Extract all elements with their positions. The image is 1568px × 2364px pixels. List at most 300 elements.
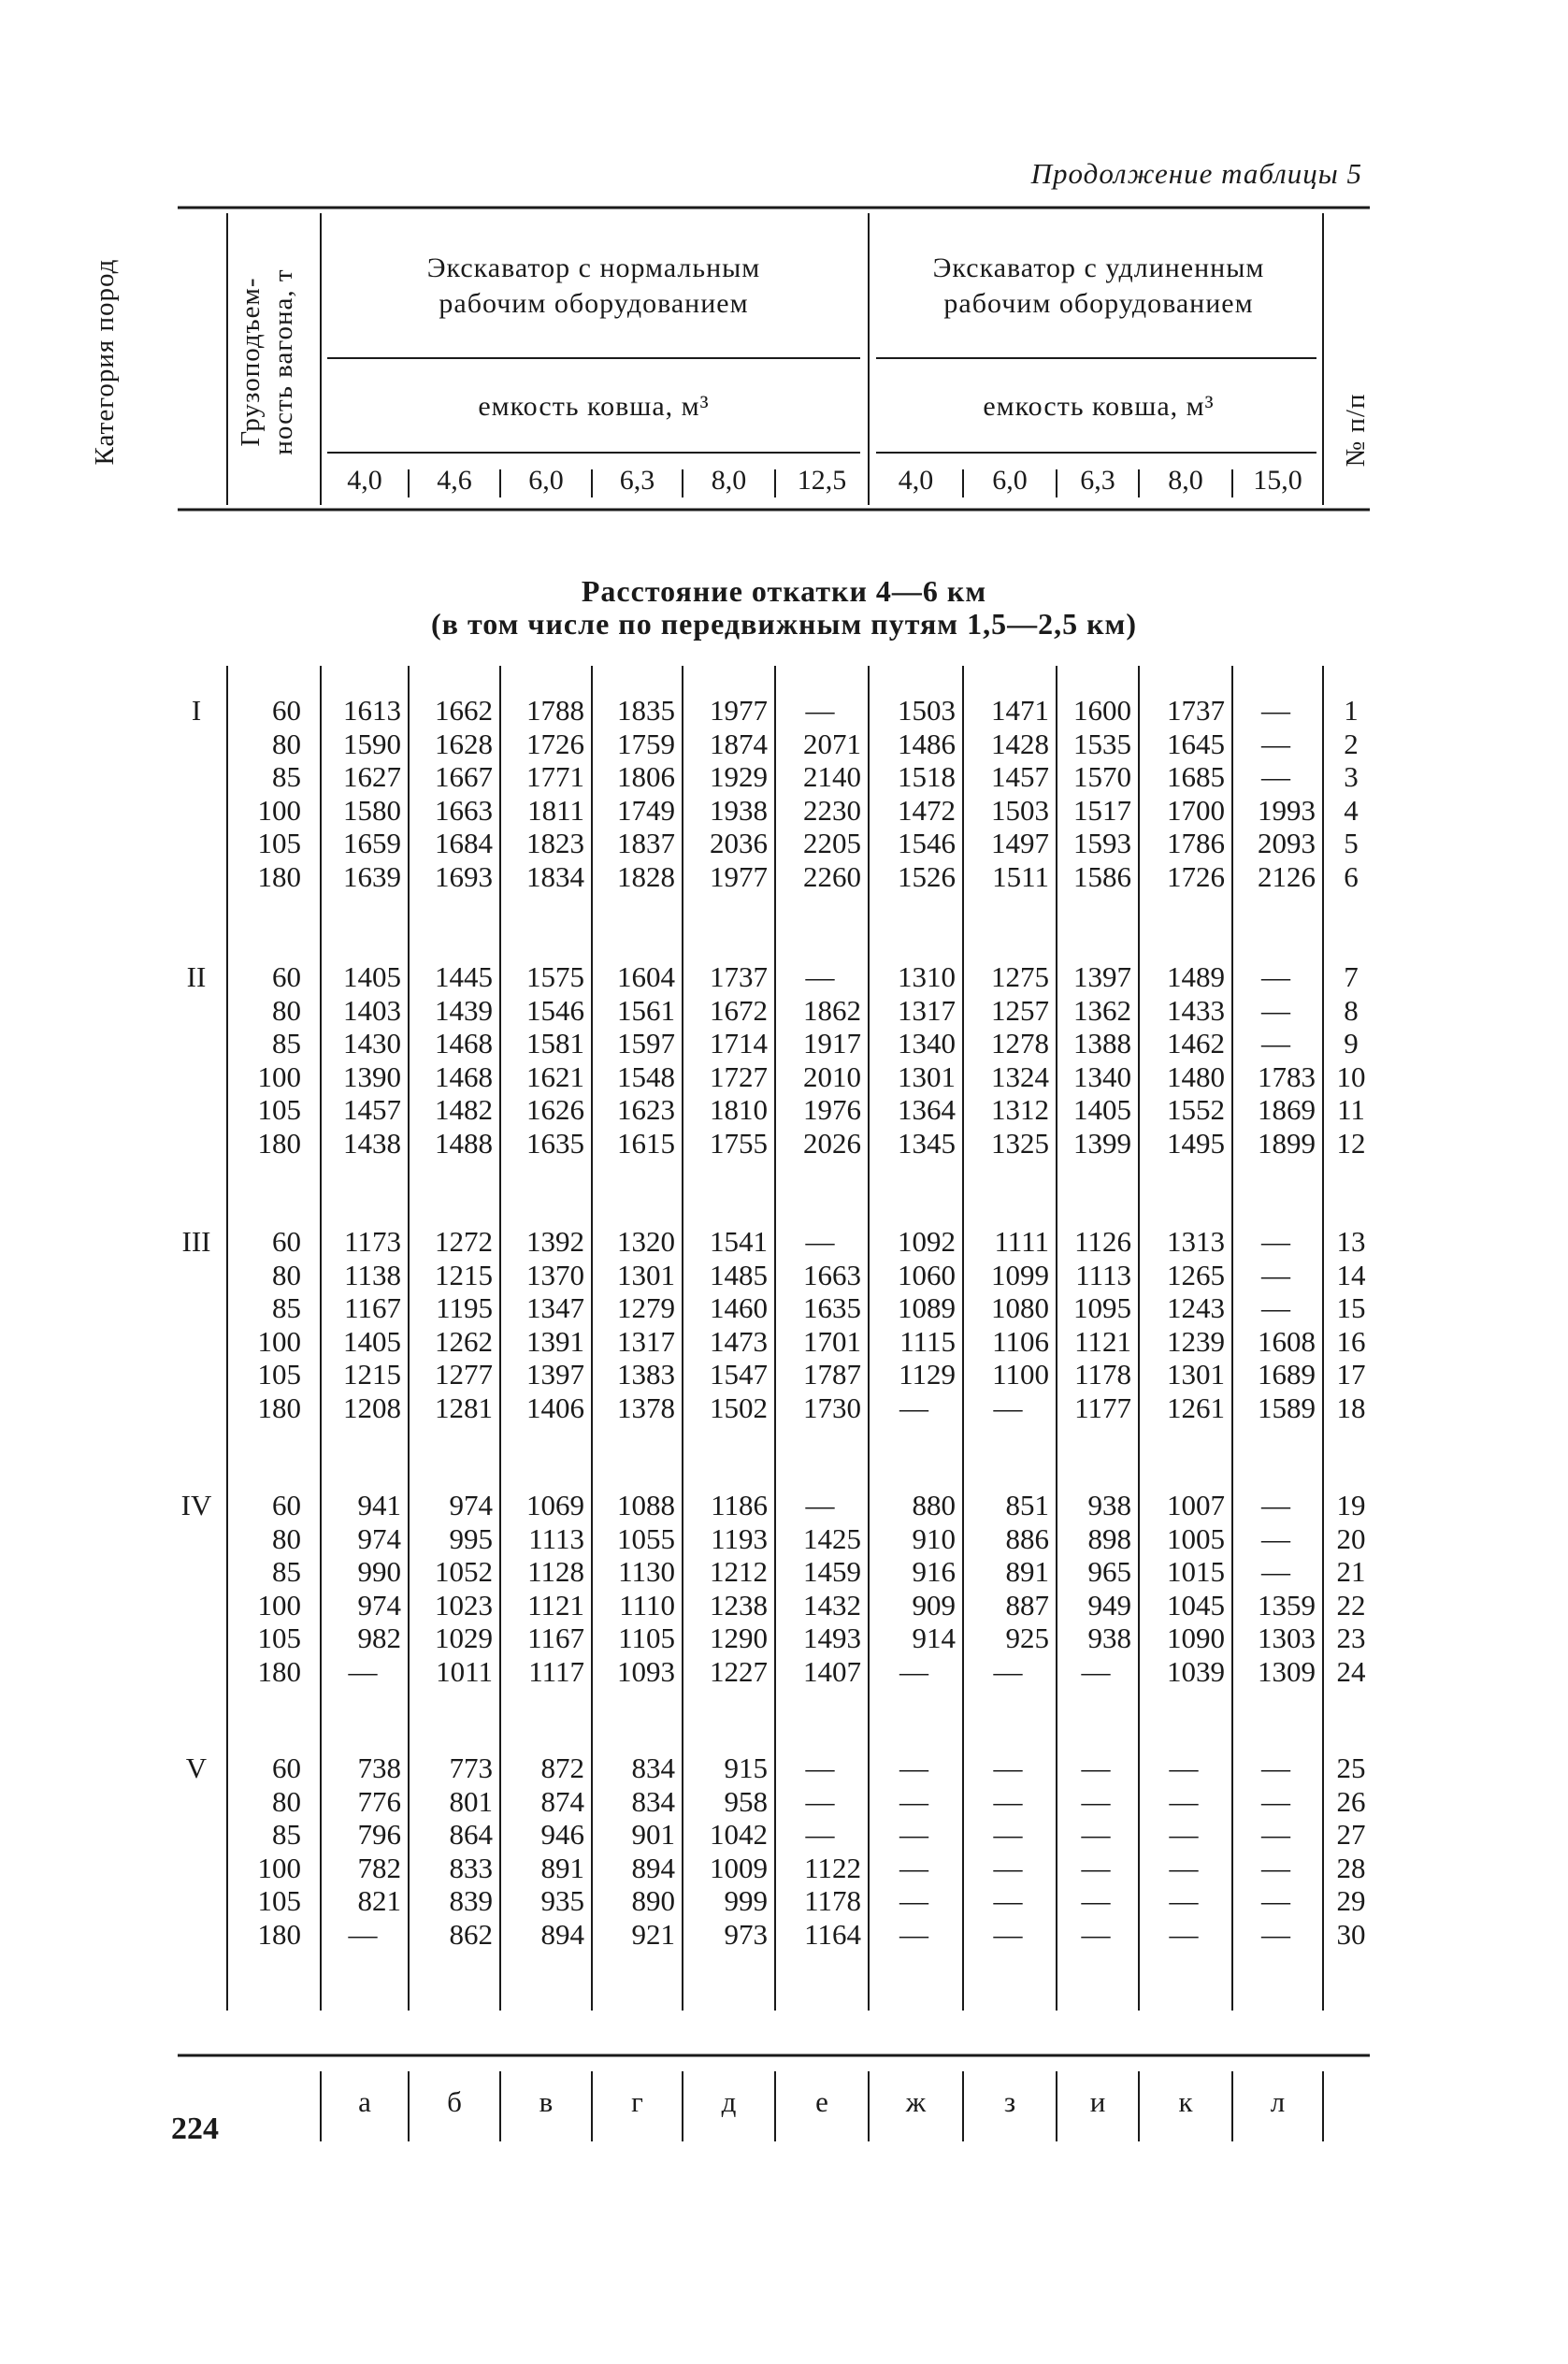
value-cell: 1593 <box>1073 827 1131 859</box>
value-cell: 1303 <box>1258 1622 1316 1654</box>
value-cell: 1600 <box>1073 694 1131 727</box>
value-cell: 1608 <box>1258 1324 1316 1358</box>
category-label: I <box>191 694 202 727</box>
wagon-capacity-cell: 60 <box>272 1225 301 1258</box>
value-cell: 1439 <box>435 993 493 1027</box>
value-cell: 1977 <box>710 694 768 727</box>
value-cell: — <box>1261 1291 1290 1324</box>
value-cell: 941 <box>357 1489 401 1521</box>
row-number-cell: 3 <box>1344 760 1359 793</box>
value-cell: — <box>1261 1027 1290 1059</box>
value-cell: — <box>1261 1884 1290 1917</box>
value-cell: 1099 <box>991 1258 1049 1291</box>
value-cell: — <box>993 1391 1023 1424</box>
bucket-capacity-header: 15,0 <box>1253 465 1302 496</box>
value-cell: 1362 <box>1073 993 1131 1027</box>
value-cell: 1771 <box>526 760 584 793</box>
value-cell: 1397 <box>1073 960 1131 993</box>
value-cell: 1457 <box>343 1093 401 1126</box>
value-cell: 1309 <box>1258 1654 1316 1688</box>
value-cell: 1730 <box>803 1391 861 1424</box>
value-cell: — <box>899 1391 928 1424</box>
value-cell: — <box>1261 960 1290 993</box>
value-cell: 887 <box>1005 1588 1049 1622</box>
value-cell: 1312 <box>991 1093 1049 1126</box>
value-cell: 1862 <box>803 993 861 1027</box>
value-cell: 776 <box>357 1784 401 1818</box>
value-cell: 1468 <box>435 1027 493 1059</box>
value-cell: 1092 <box>898 1225 956 1258</box>
value-cell: 1645 <box>1167 727 1225 760</box>
row-number-cell: 8 <box>1344 993 1359 1027</box>
value-cell: 1546 <box>898 827 956 859</box>
column-letter: а <box>358 2085 371 2118</box>
value-cell: 1277 <box>435 1358 493 1391</box>
value-cell: 1546 <box>526 993 584 1027</box>
category-label: IV <box>180 1489 212 1521</box>
value-cell: 1590 <box>343 727 401 760</box>
category-label: II <box>186 960 207 993</box>
value-cell: 1480 <box>1167 1059 1225 1093</box>
value-cell: — <box>1081 1851 1111 1884</box>
value-cell: 1195 <box>436 1291 493 1324</box>
value-cell: 1788 <box>526 694 584 727</box>
value-cell: 1430 <box>343 1027 401 1059</box>
value-cell: 1659 <box>343 827 401 859</box>
row-number-cell: 19 <box>1336 1489 1366 1521</box>
value-cell: 1129 <box>899 1358 956 1391</box>
value-cell: 1462 <box>1167 1027 1225 1059</box>
row-number-cell: 11 <box>1337 1093 1365 1126</box>
row-number-cell: 10 <box>1336 1059 1366 1093</box>
bucket-capacity-header: 6,3 <box>619 465 655 496</box>
value-cell: 2036 <box>710 827 768 859</box>
wagon-capacity-cell: 105 <box>257 1622 301 1654</box>
value-cell: 880 <box>912 1489 956 1521</box>
value-cell: 1497 <box>991 827 1049 859</box>
wagon-capacity-cell: 180 <box>257 1654 301 1688</box>
value-cell: 1345 <box>898 1126 956 1160</box>
value-cell: 891 <box>1005 1555 1049 1588</box>
value-cell: 1080 <box>991 1291 1049 1324</box>
value-cell: 1811 <box>527 793 584 827</box>
group-normal-title <box>323 251 865 322</box>
value-cell: 1786 <box>1167 827 1225 859</box>
value-cell: 1486 <box>898 727 956 760</box>
value-cell: — <box>1261 993 1290 1027</box>
value-cell: — <box>1081 1751 1111 1784</box>
value-cell: 1388 <box>1073 1027 1131 1059</box>
value-cell: 1586 <box>1073 859 1131 893</box>
value-cell: 1378 <box>617 1391 675 1424</box>
value-cell: 1023 <box>435 1588 493 1622</box>
wagon-capacity-cell: 80 <box>272 1258 301 1291</box>
value-cell: — <box>993 1784 1023 1818</box>
value-cell: 1482 <box>435 1093 493 1126</box>
value-cell: 1517 <box>1073 793 1131 827</box>
value-cell: 886 <box>1005 1521 1049 1555</box>
row-number-cell: 9 <box>1344 1027 1359 1059</box>
value-cell: 1526 <box>898 859 956 893</box>
value-cell: 1095 <box>1073 1291 1131 1324</box>
section-title-line2: (в том числе по передвижным путям 1,5—2,5 км) <box>431 607 1137 641</box>
bucket-capacity-header: 8,0 <box>1168 465 1203 496</box>
value-cell: 1347 <box>526 1291 584 1324</box>
group-extended-title-line2: рабочим оборудованием <box>943 288 1254 319</box>
value-cell: 1208 <box>343 1391 401 1424</box>
wagon-capacity-cell: 60 <box>272 960 301 993</box>
row-number-cell: 21 <box>1336 1555 1366 1588</box>
value-cell: 1615 <box>617 1126 675 1160</box>
wagon-capacity-cell: 85 <box>272 1027 301 1059</box>
value-cell: 1445 <box>435 960 493 993</box>
wagon-capacity-cell: 80 <box>272 1784 301 1818</box>
value-cell: 1700 <box>1167 793 1225 827</box>
column-letter: л <box>1270 2085 1286 2118</box>
column-letter: з <box>1003 2085 1016 2118</box>
value-cell: 1628 <box>435 727 493 760</box>
value-cell: 1243 <box>1167 1291 1225 1324</box>
value-cell: 1359 <box>1258 1588 1316 1622</box>
value-cell: 1391 <box>526 1324 584 1358</box>
value-cell: — <box>993 1917 1023 1951</box>
value-cell: 1535 <box>1073 727 1131 760</box>
value-cell: 891 <box>540 1851 584 1884</box>
value-cell: 1052 <box>435 1555 493 1588</box>
value-cell: — <box>1261 1555 1290 1588</box>
value-cell: 1100 <box>992 1358 1049 1391</box>
bucket-capacity-header: 6,0 <box>528 465 564 496</box>
value-cell: 773 <box>449 1751 493 1784</box>
row-number-cell: 17 <box>1336 1358 1366 1391</box>
value-cell: 1548 <box>617 1059 675 1093</box>
wagon-capacity-cell: 100 <box>257 1588 301 1622</box>
value-cell: — <box>1261 694 1290 727</box>
value-cell: 1737 <box>1167 694 1225 727</box>
category-label: V <box>185 1751 208 1784</box>
bucket-capacity-header: 8,0 <box>711 465 747 496</box>
value-cell: — <box>899 1751 928 1784</box>
bucket-capacity-header: 6,0 <box>992 465 1028 496</box>
value-cell: 1580 <box>343 793 401 827</box>
value-cell: 1828 <box>617 859 675 893</box>
value-cell: 1457 <box>991 760 1049 793</box>
value-cell: 834 <box>631 1784 675 1818</box>
value-cell: 2260 <box>803 859 861 893</box>
value-cell: 1503 <box>898 694 956 727</box>
value-cell: 982 <box>357 1622 401 1654</box>
value-cell: 1755 <box>710 1126 768 1160</box>
value-cell: 834 <box>631 1751 675 1784</box>
value-cell: 999 <box>724 1884 768 1917</box>
value-cell: 990 <box>357 1555 401 1588</box>
value-cell: 1623 <box>617 1093 675 1126</box>
value-cell: 1178 <box>1074 1358 1131 1391</box>
value-cell: 1390 <box>343 1059 401 1093</box>
value-cell: 1899 <box>1258 1126 1316 1160</box>
value-cell: 1340 <box>898 1027 956 1059</box>
value-cell: — <box>1169 1784 1199 1818</box>
value-cell: — <box>899 1818 928 1851</box>
value-cell: 1438 <box>343 1126 401 1160</box>
value-cell: 1917 <box>803 1027 861 1059</box>
value-cell: — <box>805 960 835 993</box>
value-cell: 1626 <box>526 1093 584 1126</box>
column-letter: ж <box>905 2085 927 2118</box>
value-cell: 1110 <box>619 1588 675 1622</box>
value-cell: 1130 <box>618 1555 675 1588</box>
value-cell: 1039 <box>1167 1654 1225 1688</box>
value-cell: 1759 <box>617 727 675 760</box>
column-letter: в <box>539 2085 554 2118</box>
group-extended-title <box>874 251 1323 322</box>
row-number-cell: 29 <box>1336 1884 1366 1917</box>
value-cell: 1115 <box>899 1324 956 1358</box>
value-cell: — <box>805 1225 835 1258</box>
value-cell: 1325 <box>991 1126 1049 1160</box>
row-number-header: № п/п <box>1341 393 1371 468</box>
value-cell: 1406 <box>526 1391 584 1424</box>
value-cell: 1015 <box>1167 1555 1225 1588</box>
value-cell: 1093 <box>617 1654 675 1688</box>
value-cell: — <box>899 1654 928 1688</box>
value-cell: 914 <box>912 1622 956 1654</box>
value-cell: 1425 <box>803 1521 861 1555</box>
value-cell: 1488 <box>435 1126 493 1160</box>
value-cell: — <box>899 1784 928 1818</box>
value-cell: 1227 <box>710 1654 768 1688</box>
value-cell: 2140 <box>803 760 861 793</box>
value-cell: 801 <box>449 1784 493 1818</box>
value-cell: 1621 <box>526 1059 584 1093</box>
value-cell: 974 <box>357 1521 401 1555</box>
column-letter: д <box>721 2085 737 2118</box>
value-cell: 1265 <box>1167 1258 1225 1291</box>
row-number-cell: 5 <box>1344 827 1359 859</box>
value-cell: 1727 <box>710 1059 768 1093</box>
value-cell: 1121 <box>1074 1324 1131 1358</box>
value-cell: 833 <box>449 1851 493 1884</box>
value-cell: 1635 <box>803 1291 861 1324</box>
value-cell: 1552 <box>1167 1093 1225 1126</box>
value-cell: 1383 <box>617 1358 675 1391</box>
value-cell: — <box>1261 1751 1290 1784</box>
value-cell: 862 <box>449 1917 493 1951</box>
value-cell: 1340 <box>1073 1059 1131 1093</box>
value-cell: 1370 <box>526 1258 584 1291</box>
wagon-capacity-cell: 105 <box>257 1358 301 1391</box>
value-cell: 1392 <box>526 1225 584 1258</box>
wagon-capacity-cell: 180 <box>257 1391 301 1424</box>
column-letter: к <box>1178 2085 1193 2118</box>
value-cell: — <box>1261 1225 1290 1258</box>
value-cell: 2126 <box>1258 859 1316 893</box>
wagon-capacity-cell: 85 <box>272 760 301 793</box>
value-cell: 839 <box>449 1884 493 1917</box>
value-cell: 898 <box>1087 1521 1131 1555</box>
wagon-capacity-cell: 100 <box>257 1324 301 1358</box>
value-cell: 1613 <box>343 694 401 727</box>
value-cell: 872 <box>540 1751 584 1784</box>
value-cell: 1570 <box>1073 760 1131 793</box>
value-cell: — <box>805 1818 835 1851</box>
value-cell: 1089 <box>898 1291 956 1324</box>
value-cell: 1215 <box>343 1358 401 1391</box>
value-cell: 1806 <box>617 760 675 793</box>
value-cell: — <box>1261 1851 1290 1884</box>
value-cell: 1117 <box>528 1654 584 1688</box>
wagon-capacity-cell: 85 <box>272 1291 301 1324</box>
value-cell: — <box>993 1654 1023 1688</box>
row-number-cell: 1 <box>1344 694 1359 727</box>
value-cell: 1433 <box>1167 993 1225 1027</box>
value-cell: 1106 <box>992 1324 1049 1358</box>
value-cell: 1874 <box>710 727 768 760</box>
value-cell: 1575 <box>526 960 584 993</box>
value-cell: 1485 <box>710 1258 768 1291</box>
value-cell: 1301 <box>898 1059 956 1093</box>
value-cell: 1007 <box>1167 1489 1225 1521</box>
value-cell: — <box>1261 727 1290 760</box>
value-cell: 1672 <box>710 993 768 1027</box>
value-cell: 1313 <box>1167 1225 1225 1258</box>
row-number-cell: 24 <box>1336 1654 1366 1688</box>
value-cell: 894 <box>540 1917 584 1951</box>
wagon-capacity-cell: 85 <box>272 1818 301 1851</box>
value-cell: 1317 <box>617 1324 675 1358</box>
value-cell: — <box>1261 760 1290 793</box>
category-header: Категория пород <box>90 258 120 466</box>
value-cell: 1215 <box>435 1258 493 1291</box>
value-cell: 1239 <box>1167 1324 1225 1358</box>
value-cell: — <box>1081 1884 1111 1917</box>
value-cell: 1121 <box>527 1588 584 1622</box>
value-cell: — <box>805 1751 835 1784</box>
value-cell: 1977 <box>710 859 768 893</box>
value-cell: 1627 <box>343 760 401 793</box>
value-cell: 1029 <box>435 1622 493 1654</box>
value-cell: 1193 <box>711 1521 768 1555</box>
value-cell: 1783 <box>1258 1059 1316 1093</box>
row-number-cell: 20 <box>1336 1521 1366 1555</box>
value-cell: 1561 <box>617 993 675 1027</box>
value-cell: 1635 <box>526 1126 584 1160</box>
page-number: 224 <box>171 2112 219 2146</box>
value-cell: 1597 <box>617 1027 675 1059</box>
row-number-cell: 16 <box>1336 1324 1366 1358</box>
value-cell: 1301 <box>617 1258 675 1291</box>
value-cell: 1639 <box>343 859 401 893</box>
value-cell: 1138 <box>344 1258 401 1291</box>
value-cell: 1726 <box>526 727 584 760</box>
value-cell: — <box>1081 1784 1111 1818</box>
value-cell: 1261 <box>1167 1391 1225 1424</box>
row-number-cell: 7 <box>1344 960 1359 993</box>
value-cell: — <box>1081 1654 1111 1688</box>
value-cell: 1685 <box>1167 760 1225 793</box>
value-cell: 2205 <box>803 827 861 859</box>
value-cell: 1468 <box>435 1059 493 1093</box>
bucket-capacity-header: 4,6 <box>437 465 472 496</box>
value-cell: 1667 <box>435 760 493 793</box>
column-letter: б <box>447 2085 462 2118</box>
value-cell: 1042 <box>710 1818 768 1851</box>
value-cell: 1511 <box>992 859 1049 893</box>
value-cell: 1088 <box>617 1489 675 1521</box>
value-cell: 1105 <box>618 1622 675 1654</box>
value-cell: — <box>899 1917 928 1951</box>
bucket-capacity-header: 4,0 <box>347 465 382 496</box>
value-cell: 1164 <box>804 1917 861 1951</box>
value-cell: 1689 <box>1258 1358 1316 1391</box>
row-number-cell: 13 <box>1336 1225 1366 1258</box>
value-cell: 1397 <box>526 1358 584 1391</box>
column-letter: е <box>815 2085 828 2118</box>
value-cell: 782 <box>357 1851 401 1884</box>
wagon-capacity-cell: 80 <box>272 1521 301 1555</box>
value-cell: 1060 <box>898 1258 956 1291</box>
value-cell: 1167 <box>344 1291 401 1324</box>
value-cell: 1257 <box>991 993 1049 1027</box>
value-cell: — <box>993 1751 1023 1784</box>
value-cell: 938 <box>1087 1622 1131 1654</box>
value-cell: 864 <box>449 1818 493 1851</box>
group-normal-title-line2: рабочим оборудованием <box>439 288 749 319</box>
value-cell: 1737 <box>710 960 768 993</box>
group-normal-title-line1: Экскаватор с нормальным <box>426 252 761 283</box>
value-cell: 1281 <box>435 1391 493 1424</box>
bucket-capacity-header: 12,5 <box>797 465 847 496</box>
wagon-capacity-cell: 80 <box>272 993 301 1027</box>
value-cell: 874 <box>540 1784 584 1818</box>
value-cell: 1167 <box>527 1622 584 1654</box>
value-cell: 1502 <box>710 1391 768 1424</box>
value-cell: 1726 <box>1167 859 1225 893</box>
wagon-capacity-cell: 100 <box>257 793 301 827</box>
value-cell: 1045 <box>1167 1588 1225 1622</box>
value-cell: 1005 <box>1167 1521 1225 1555</box>
value-cell: — <box>1261 1784 1290 1818</box>
value-cell: — <box>1169 1818 1199 1851</box>
value-cell: 1663 <box>803 1258 861 1291</box>
value-cell: 1324 <box>991 1059 1049 1093</box>
wagon-capacity-cell: 105 <box>257 1093 301 1126</box>
value-cell: — <box>805 694 835 727</box>
value-cell: 1122 <box>804 1851 861 1884</box>
value-cell: 1090 <box>1167 1622 1225 1654</box>
value-cell: 738 <box>357 1751 401 1784</box>
value-cell: 1432 <box>803 1588 861 1622</box>
value-cell: — <box>805 1489 835 1521</box>
value-cell: 1186 <box>711 1489 768 1521</box>
value-cell: 1405 <box>343 1324 401 1358</box>
value-cell: 1581 <box>526 1027 584 1059</box>
wagon-capacity-cell: 100 <box>257 1059 301 1093</box>
value-cell: 1541 <box>710 1225 768 1258</box>
value-cell: 1693 <box>435 859 493 893</box>
value-cell: 1238 <box>710 1588 768 1622</box>
value-cell: 901 <box>631 1818 675 1851</box>
value-cell: 1173 <box>344 1225 401 1258</box>
value-cell: 1011 <box>436 1654 493 1688</box>
value-cell: 1929 <box>710 760 768 793</box>
value-cell: 1749 <box>617 793 675 827</box>
value-cell: 935 <box>540 1884 584 1917</box>
value-cell: — <box>899 1884 928 1917</box>
value-cell: 974 <box>357 1588 401 1622</box>
value-cell: 1009 <box>710 1851 768 1884</box>
value-cell: 1823 <box>526 827 584 859</box>
